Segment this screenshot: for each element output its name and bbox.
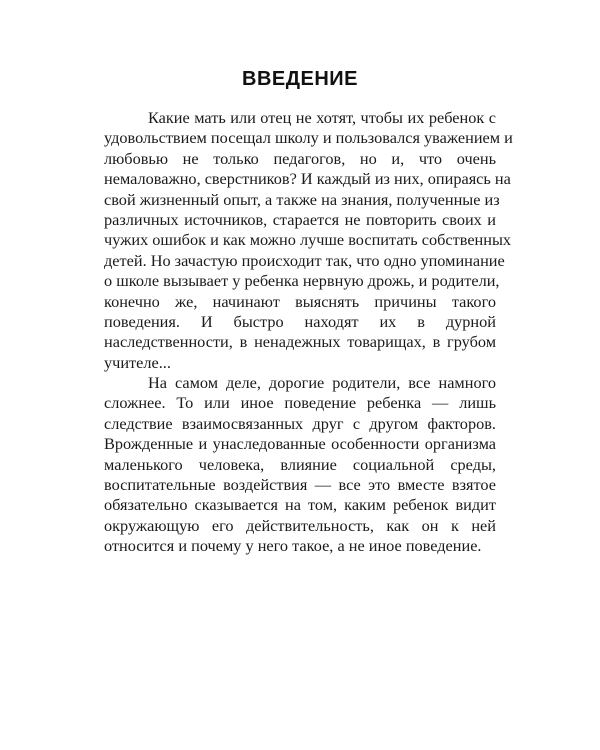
text-line: следствие взаимосвязанных друг с другом факторов.	[104, 413, 496, 433]
text-line: чужих ошибок и как можно лучше воспитать собственных	[104, 230, 512, 250]
text-line: обязательно сказывается на том, каким ребенок видит	[104, 495, 496, 515]
text-line: Какие мать или отец не хотят, чтобы их ребенок с	[148, 108, 496, 127]
text-line: конечно же, начинают выяснять причины такого	[104, 291, 496, 311]
text-line: детей. Но зачастую происходит так, что одно упоминание	[104, 250, 505, 270]
text-line: На самом деле, дорогие родители, все намного	[148, 373, 496, 393]
text-line: окружающую его действительность, как он к ней	[104, 515, 496, 535]
body-text	[104, 108, 513, 557]
page-title: ВВЕДЕНИЕ	[242, 68, 358, 90]
text-line: воспитательные воздействия — все это вместе взятое	[104, 475, 496, 495]
text-line: немаловажно, сверстников? И каждый из них, опираясь на	[104, 169, 511, 189]
text-line: маленького человека, влияние социальной среды,	[104, 454, 496, 474]
text-line: удовольствием посещал школу и пользовался уважением и	[104, 128, 513, 148]
text-line: поведения. И быстро находят их в дурной	[104, 311, 496, 331]
paragraph-2	[104, 373, 496, 557]
text-line: различных источников, старается не повторить своих и	[104, 209, 496, 229]
text-line: Врожденные и унаследованные особенности организма	[104, 434, 496, 454]
text-line: любовью не только педагогов, но и, что очень	[104, 148, 496, 168]
paragraph-1	[104, 108, 513, 373]
text-line: относится и почему у него такое, а не иное поведение.	[104, 536, 482, 556]
text-line: свой жизненный опыт, а также на знания, полученные из	[104, 189, 500, 209]
text-line: сложнее. То или иное поведение ребенка — лишь	[104, 393, 496, 413]
text-line: учителе...	[104, 352, 171, 372]
text-line: наследственности, в ненадежных товарищах, в грубом	[104, 332, 496, 352]
text-line: о школе вызывает у ребенка нервную дрожь, и родители,	[104, 271, 500, 291]
